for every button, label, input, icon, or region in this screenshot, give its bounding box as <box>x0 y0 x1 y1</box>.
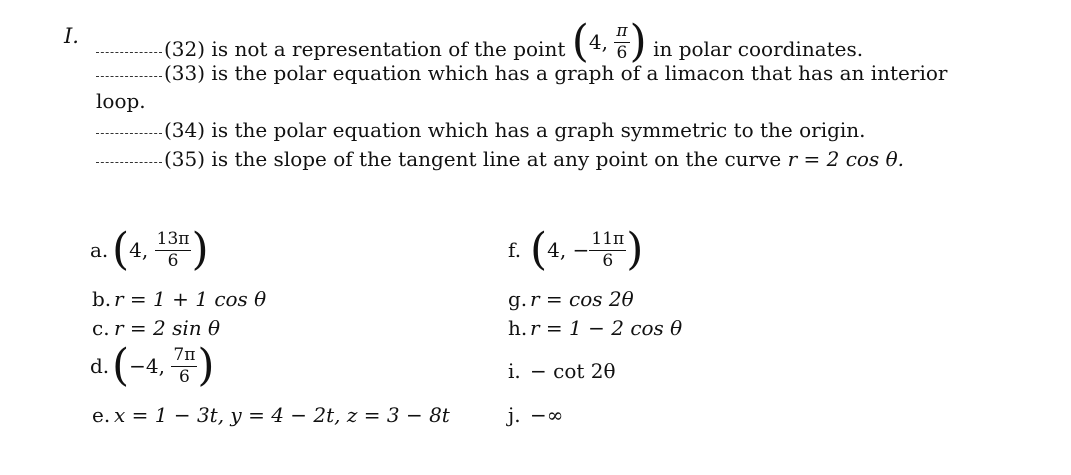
option-b <box>92 286 266 312</box>
question-33 <box>96 60 947 86</box>
question-number: (33) <box>164 61 206 85</box>
question-number: (32) <box>164 37 206 61</box>
question-text: is the slope of the tangent line at any point on the curve <box>211 147 782 171</box>
option-a: a. ( 4, $\frac{13\pi}{6}$ ) <box>90 224 209 275</box>
option-label: g. <box>508 287 528 311</box>
option-label: h. <box>508 316 528 340</box>
question-text: is not a representation of the point <box>211 37 566 61</box>
fraction <box>614 20 629 63</box>
option-j <box>508 402 563 428</box>
fraction <box>171 344 197 387</box>
question-number: (35) <box>164 147 206 171</box>
answer-blank-35[interactable] <box>96 162 162 163</box>
fraction-denominator: 6 <box>167 250 179 271</box>
answer-blank-32[interactable] <box>96 52 162 53</box>
question-text-after: in polar coordinates. <box>653 37 864 61</box>
option-text: r = 1 + 1 cos θ <box>114 287 267 311</box>
option-text: r = 1 − 2 cos θ <box>530 316 683 340</box>
option-label: b. <box>92 287 112 311</box>
fraction-denominator: 6 <box>178 366 190 387</box>
option-label: j. <box>508 403 521 427</box>
point-x: 4, − <box>547 238 590 262</box>
fraction-numerator: 7π <box>173 344 196 365</box>
option-d: d. ( −4, $\frac{7\pi}{6}$ ) <box>90 340 215 391</box>
option-label: c. <box>92 316 110 340</box>
question-34 <box>96 117 866 143</box>
section-label: I. <box>64 24 79 48</box>
question-32 <box>96 16 864 67</box>
fraction-denominator: 6 <box>602 250 614 271</box>
option-text: r = 2 sin θ <box>114 316 221 340</box>
option-text: r = cos 2θ <box>530 287 634 311</box>
option-label: a. <box>90 238 109 262</box>
question-33-continuation: loop. <box>96 89 146 113</box>
fraction-numerator: 13π <box>156 228 190 249</box>
option-label: e. <box>92 403 111 427</box>
question-35 <box>96 146 904 172</box>
option-text: x = 1 − 3t, y = 4 − 2t, z = 3 − 8t <box>114 403 450 427</box>
point-x: 4, <box>588 30 608 54</box>
fraction-denominator: 6 <box>616 42 628 63</box>
answer-blank-33[interactable] <box>96 76 162 77</box>
fraction <box>155 228 192 271</box>
question-number: (34) <box>164 118 206 142</box>
option-c <box>92 315 220 341</box>
fraction <box>589 228 626 271</box>
point-x: 4, <box>129 238 149 262</box>
option-g <box>508 286 634 312</box>
fraction-numerator: 11π <box>591 228 625 249</box>
option-text: −∞ <box>530 403 564 427</box>
polar-point: ( 4, $\frac{\pi}{6}$ ) <box>571 16 647 67</box>
option-i <box>508 358 616 384</box>
option-text: − cot 2θ <box>530 359 616 383</box>
answer-blank-34[interactable] <box>96 133 162 134</box>
option-label: d. <box>90 354 110 378</box>
question-text: is the polar equation which has a graph of a limacon that has an interior <box>211 61 948 85</box>
option-label: f. <box>508 238 522 262</box>
option-label: i. <box>508 359 521 383</box>
option-h <box>508 315 682 341</box>
question-text: is the polar equation which has a graph symmetric to the origin. <box>211 118 866 142</box>
option-f: f. ( 4, − $\frac{11\pi}{6}$ ) <box>508 224 644 275</box>
curve-equation: r = 2 cos θ. <box>787 147 904 171</box>
point-x: −4, <box>129 354 166 378</box>
fraction-numerator: π <box>616 20 628 41</box>
option-e <box>92 402 450 428</box>
